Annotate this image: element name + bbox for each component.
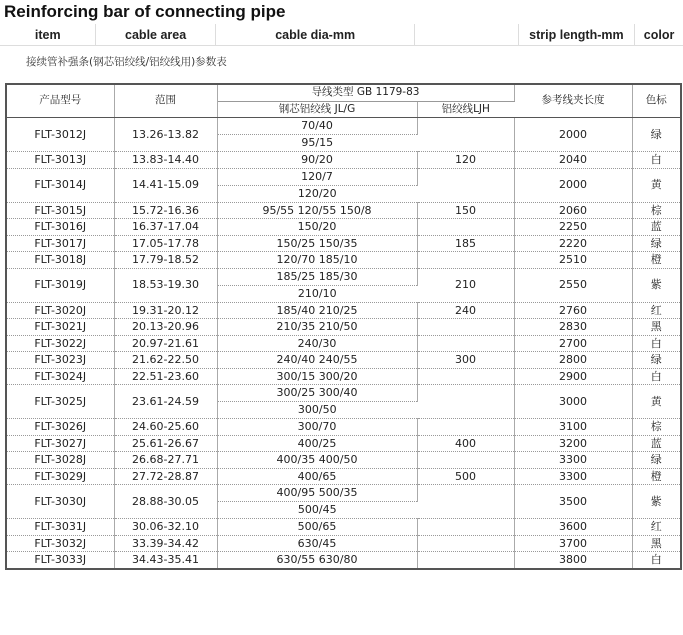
range-cell: 13.26-13.82 — [114, 118, 217, 152]
color-cell: 绿 — [632, 452, 681, 469]
table-row — [6, 452, 681, 469]
length-cell: 3300 — [514, 468, 632, 485]
length-cell: 3300 — [514, 452, 632, 469]
steel-core-cell: 120/70 185/10 — [217, 252, 417, 269]
top-header-blank — [415, 24, 518, 46]
table-row — [6, 485, 681, 502]
aluminum-cell — [417, 252, 514, 269]
table-row — [6, 519, 681, 536]
top-header-cable-dia: cable dia-mm — [215, 24, 415, 46]
model-cell: FLT-3033J — [6, 552, 114, 569]
length-cell: 2550 — [514, 268, 632, 302]
model-cell: FLT-3030J — [6, 485, 114, 519]
document-title: Reinforcing bar of connecting pipe — [4, 2, 286, 21]
color-cell: 黄 — [632, 385, 681, 419]
range-cell: 33.39-34.42 — [114, 535, 217, 552]
model-cell: FLT-3031J — [6, 519, 114, 536]
model-cell: FLT-3019J — [6, 268, 114, 302]
table-row — [6, 368, 681, 385]
model-cell: FLT-3014J — [6, 168, 114, 202]
table-row — [6, 252, 681, 269]
length-cell: 3600 — [514, 519, 632, 536]
length-cell: 3000 — [514, 385, 632, 419]
model-cell: FLT-3026J — [6, 419, 114, 436]
table-row — [6, 419, 681, 436]
aluminum-cell — [417, 168, 514, 202]
model-cell: FLT-3025J — [6, 385, 114, 419]
table-row — [6, 435, 681, 452]
aluminum-cell — [417, 219, 514, 236]
color-cell: 白 — [650, 553, 662, 566]
range-cell: 14.41-15.09 — [114, 168, 217, 202]
model-cell: FLT-3029J — [6, 468, 114, 485]
steel-core-cell: 400/25 — [217, 435, 417, 452]
color-cell: 橙 — [632, 252, 681, 269]
range-cell: 23.61-24.59 — [114, 385, 217, 419]
model-cell: FLT-3018J — [6, 252, 114, 269]
aluminum-cell — [417, 385, 514, 419]
steel-core-cell: 300/50 — [217, 402, 417, 419]
length-cell: 2000 — [514, 118, 632, 152]
steel-core-cell: 185/40 210/25 — [217, 302, 417, 319]
aluminum-cell — [417, 519, 514, 536]
aluminum-cell — [417, 118, 514, 152]
aluminum-cell: 500 — [417, 468, 514, 485]
steel-core-cell: 630/45 — [217, 535, 417, 552]
range-cell: 34.43-35.41 — [114, 552, 217, 569]
top-header-item: item — [0, 24, 96, 46]
aluminum-cell — [417, 485, 514, 519]
length-cell: 3100 — [514, 419, 632, 436]
color-cell: 白 — [632, 368, 681, 385]
range-cell: 16.37-17.04 — [114, 219, 217, 236]
model-cell: FLT-3032J — [6, 535, 114, 552]
color-cell: 棕 — [632, 202, 681, 219]
color-cell: 红 — [632, 519, 681, 536]
length-cell: 2040 — [514, 152, 632, 169]
model-cell: FLT-3023J — [6, 352, 114, 369]
model-cell: FLT-3012J — [6, 118, 114, 152]
range-cell: 22.51-23.60 — [114, 368, 217, 385]
range-cell: 13.83-14.40 — [114, 152, 217, 169]
steel-core-cell: 150/20 — [217, 219, 417, 236]
aluminum-cell: 300 — [417, 352, 514, 369]
steel-core-cell: 630/55 630/80 — [217, 552, 417, 569]
length-cell: 2830 — [514, 319, 632, 336]
aluminum-cell — [417, 452, 514, 469]
aluminum-cell: 185 — [417, 235, 514, 252]
range-cell: 30.06-32.10 — [114, 519, 217, 536]
steel-core-cell: 210/10 — [217, 285, 417, 302]
model-cell: FLT-3020J — [6, 302, 114, 319]
range-cell: 18.53-19.30 — [114, 268, 217, 302]
aluminum-cell — [417, 335, 514, 352]
steel-core-cell: 240/40 240/55 — [217, 352, 417, 369]
steel-core-cell: 70/40 — [217, 118, 417, 135]
aluminum-cell: 210 — [417, 268, 514, 302]
length-cell: 2900 — [514, 368, 632, 385]
color-cell: 白 — [632, 335, 681, 352]
model-cell: FLT-3015J — [6, 202, 114, 219]
spec-table-body — [6, 118, 681, 569]
aluminum-cell — [417, 552, 514, 569]
length-cell: 2700 — [514, 335, 632, 352]
steel-core-cell: 120/20 — [217, 185, 417, 202]
color-cell: 蓝 — [632, 219, 681, 236]
color-cell: 黄 — [632, 168, 681, 202]
top-header-table — [0, 24, 683, 46]
table-row — [6, 302, 681, 319]
header-model: 产品型号 — [6, 84, 114, 118]
steel-core-cell: 400/35 400/50 — [217, 452, 417, 469]
range-cell: 27.72-28.87 — [114, 468, 217, 485]
length-cell: 2510 — [514, 252, 632, 269]
steel-core-cell: 300/70 — [217, 419, 417, 436]
table-row — [6, 235, 681, 252]
range-cell: 25.61-26.67 — [114, 435, 217, 452]
model-cell: FLT-3016J — [6, 219, 114, 236]
color-cell: 紫 — [632, 268, 681, 302]
model-cell: FLT-3017J — [6, 235, 114, 252]
color-cell: 棕 — [632, 419, 681, 436]
range-cell: 28.88-30.05 — [114, 485, 217, 519]
steel-core-cell: 240/30 — [217, 335, 417, 352]
aluminum-cell: 400 — [417, 435, 514, 452]
table-row — [6, 268, 681, 285]
model-cell: FLT-3013J — [6, 152, 114, 169]
steel-core-cell: 300/15 300/20 — [217, 368, 417, 385]
table-row — [6, 202, 681, 219]
model-cell: FLT-3024J — [6, 368, 114, 385]
steel-core-cell: 90/20 — [217, 152, 417, 169]
color-cell: 绿 — [632, 235, 681, 252]
length-cell: 2220 — [514, 235, 632, 252]
header-length: 参考线夹长度 — [514, 84, 632, 118]
color-cell: 黑 — [632, 535, 681, 552]
aluminum-cell — [417, 319, 514, 336]
steel-core-cell: 95/55 120/55 150/8 — [217, 202, 417, 219]
header-wire-type: 导线类型 GB 1179-83 — [217, 84, 514, 101]
spec-table — [5, 83, 682, 570]
length-cell: 3200 — [514, 435, 632, 452]
aluminum-cell — [417, 535, 514, 552]
top-header-cable-area: cable area — [96, 24, 215, 46]
table-row — [6, 535, 681, 552]
table-row — [6, 319, 681, 336]
table-row — [6, 552, 681, 569]
steel-core-cell: 210/35 210/50 — [217, 319, 417, 336]
range-cell: 24.60-25.60 — [114, 419, 217, 436]
length-cell: 2800 — [514, 352, 632, 369]
table-row — [6, 168, 681, 185]
steel-core-cell: 150/25 150/35 — [217, 235, 417, 252]
steel-core-cell: 500/45 — [217, 502, 417, 519]
header-steel-core: 钢芯铝绞线 JL/G — [217, 101, 417, 118]
color-cell: 绿 — [632, 352, 681, 369]
aluminum-cell: 240 — [417, 302, 514, 319]
table-row — [6, 219, 681, 236]
length-cell: 2000 — [514, 168, 632, 202]
aluminum-cell — [417, 368, 514, 385]
length-cell: 3700 — [514, 535, 632, 552]
table-row — [6, 468, 681, 485]
table-subtitle: 接续管补强条(钢芯铝绞线/铝绞线用)参数表 — [26, 56, 227, 68]
aluminum-cell: 150 — [417, 202, 514, 219]
range-cell: 17.05-17.78 — [114, 235, 217, 252]
color-cell: 黑 — [632, 319, 681, 336]
range-cell: 17.79-18.52 — [114, 252, 217, 269]
top-header-strip-length: strip length-mm — [518, 24, 634, 46]
model-cell: FLT-3022J — [6, 335, 114, 352]
table-row — [6, 118, 681, 135]
length-cell: 2250 — [514, 219, 632, 236]
model-cell: FLT-3021J — [6, 319, 114, 336]
table-row — [6, 335, 681, 352]
color-cell: 橙 — [632, 468, 681, 485]
model-cell: FLT-3028J — [6, 452, 114, 469]
range-cell: 21.62-22.50 — [114, 352, 217, 369]
length-cell: 3800 — [514, 552, 632, 569]
table-row — [6, 385, 681, 402]
top-header-color: color — [635, 24, 683, 46]
color-cell: 紫 — [632, 485, 681, 519]
color-cell: 绿 — [632, 118, 681, 152]
color-cell: 蓝 — [632, 435, 681, 452]
color-cell: 白 — [632, 152, 681, 169]
range-cell: 26.68-27.71 — [114, 452, 217, 469]
header-range: 范围 — [114, 84, 217, 118]
length-cell: 3500 — [514, 485, 632, 519]
range-cell: 20.97-21.61 — [114, 335, 217, 352]
steel-core-cell: 300/25 300/40 — [217, 385, 417, 402]
table-row — [6, 352, 681, 369]
range-cell: 19.31-20.12 — [114, 302, 217, 319]
header-aluminum: 铝绞线LJH — [417, 101, 514, 118]
model-cell: FLT-3027J — [6, 435, 114, 452]
length-cell: 2760 — [514, 302, 632, 319]
length-cell: 2060 — [514, 202, 632, 219]
range-cell: 15.72-16.36 — [114, 202, 217, 219]
header-color: 色标 — [632, 84, 681, 118]
steel-core-cell: 400/65 — [217, 468, 417, 485]
steel-core-cell: 500/65 — [217, 519, 417, 536]
color-cell: 红 — [632, 302, 681, 319]
top-header-row — [0, 24, 683, 46]
aluminum-cell: 120 — [417, 152, 514, 169]
steel-core-cell: 120/7 — [217, 168, 417, 185]
steel-core-cell: 400/95 500/35 — [217, 485, 417, 502]
steel-core-cell: 185/25 185/30 — [217, 268, 417, 285]
steel-core-cell: 95/15 — [217, 135, 417, 152]
table-row — [6, 152, 681, 169]
range-cell: 20.13-20.96 — [114, 319, 217, 336]
aluminum-cell — [417, 419, 514, 436]
header-row-1 — [6, 84, 681, 101]
